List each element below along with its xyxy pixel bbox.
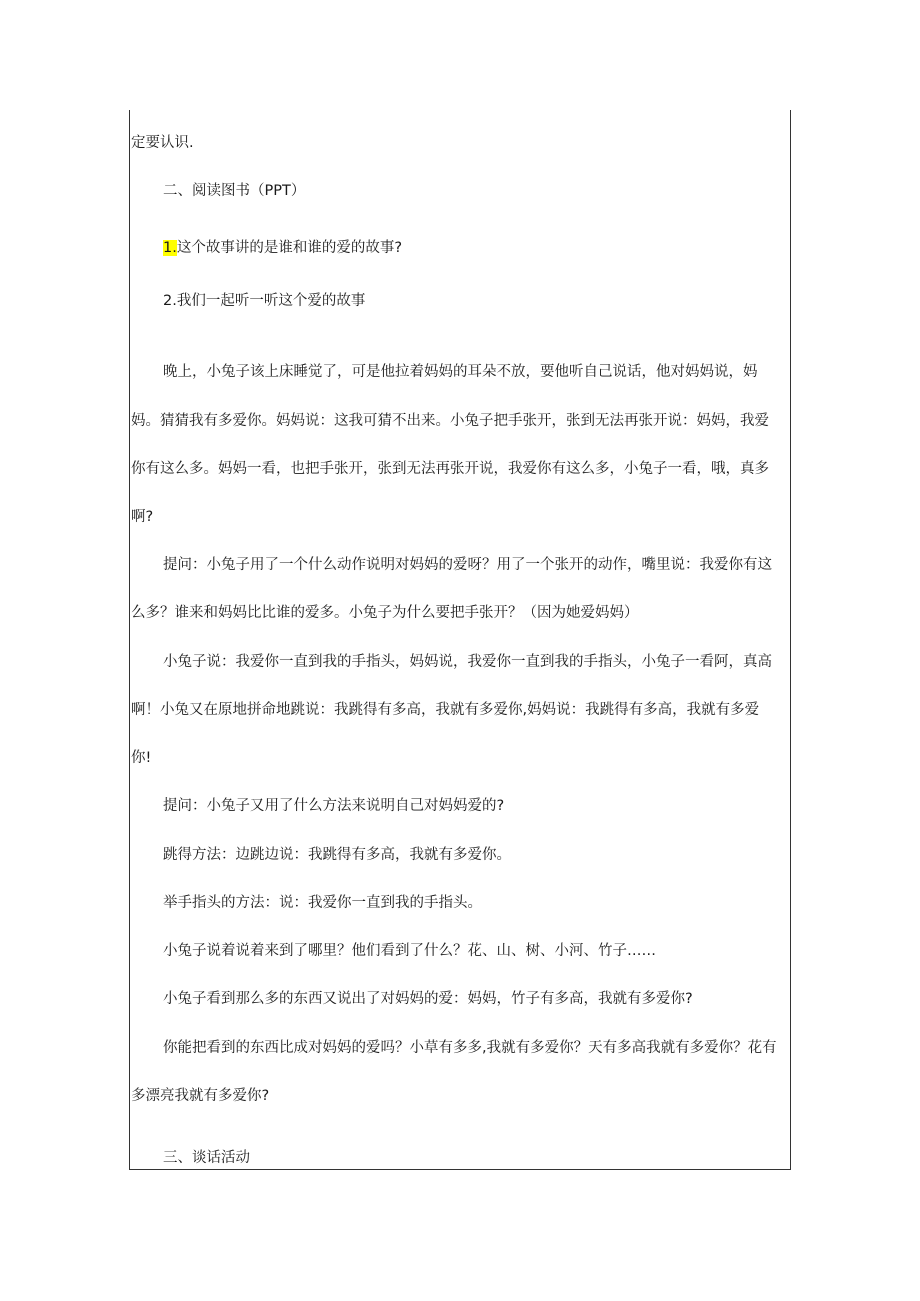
method-line: 举手指头的方法：说：我爱你一直到我的手指头。	[163, 895, 482, 911]
story-paragraph-line: 小兔子说：我爱你一直到我的手指头，妈妈说，我爱你一直到我的手指头，小兔子一看阿，真高	[163, 654, 772, 670]
story-paragraph-line: 小兔子说着说着来到了哪里？他们看到了什么？花、山、树、小河、竹子……	[163, 943, 656, 959]
section-heading-reading: 二、阅读图书（PPT）	[163, 183, 306, 199]
highlighted-number: 1.	[163, 240, 177, 256]
question-1-text: 这个故事讲的是谁和谁的爱的故事?	[176, 240, 403, 256]
question-2: 2.我们一起听一听这个爱的故事	[163, 293, 366, 309]
story-paragraph-line: 你!	[131, 750, 152, 766]
question-paragraph-line: 提问：小兔子又用了什么方法来说明自己对妈妈爱的?	[163, 798, 505, 814]
lesson-plan-table-cell	[129, 110, 791, 1170]
story-paragraph-line: 小兔子看到那么多的东西又说出了对妈妈的爱：妈妈，竹子有多高，我就有多爱你?	[163, 991, 693, 1007]
text-line-continuation: 定要认识.	[131, 135, 194, 151]
story-paragraph-line: 多漂亮我就有多爱你?	[131, 1088, 270, 1104]
story-paragraph-line: 啊！小兔又在原地拼命地跳说：我跳得有多高，我就有多爱你,妈妈说：我跳得有多高，我就有多爱	[131, 702, 760, 718]
story-paragraph-line: 你有这么多。妈妈一看，也把手张开，张到无法再张开说，我爱你有这么多，小兔子一看，哦，真多	[131, 461, 769, 477]
question-1	[163, 238, 402, 258]
method-line: 跳得方法：边跳边说：我跳得有多高，我就有多爱你。	[163, 847, 511, 863]
question-paragraph-line: 么多？谁来和妈妈比比谁的爱多。小兔子为什么要把手张开？（因为她爱妈妈）	[131, 605, 639, 621]
story-paragraph-line: 啊?	[131, 509, 154, 525]
section-heading-talk: 三、谈话活动	[163, 1150, 250, 1166]
story-paragraph-line: 你能把看到的东西比成对妈妈的爱吗？小草有多多,我就有多爱你？天有多高我就有多爱你？花有	[163, 1040, 777, 1056]
question-paragraph-line: 提问：小兔子用了一个什么动作说明对妈妈的爱呀？用了一个张开的动作，嘴里说：我爱你有这	[163, 557, 772, 573]
story-paragraph-line: 晚上，小兔子该上床睡觉了，可是他拉着妈妈的耳朵不放，要他听自己说话，他对妈妈说，妈	[163, 364, 758, 380]
story-paragraph-line: 妈。猜猜我有多爱你。妈妈说：这我可猜不出来。小兔子把手张开，张到无法再张开说：妈妈，我爱	[131, 413, 769, 429]
